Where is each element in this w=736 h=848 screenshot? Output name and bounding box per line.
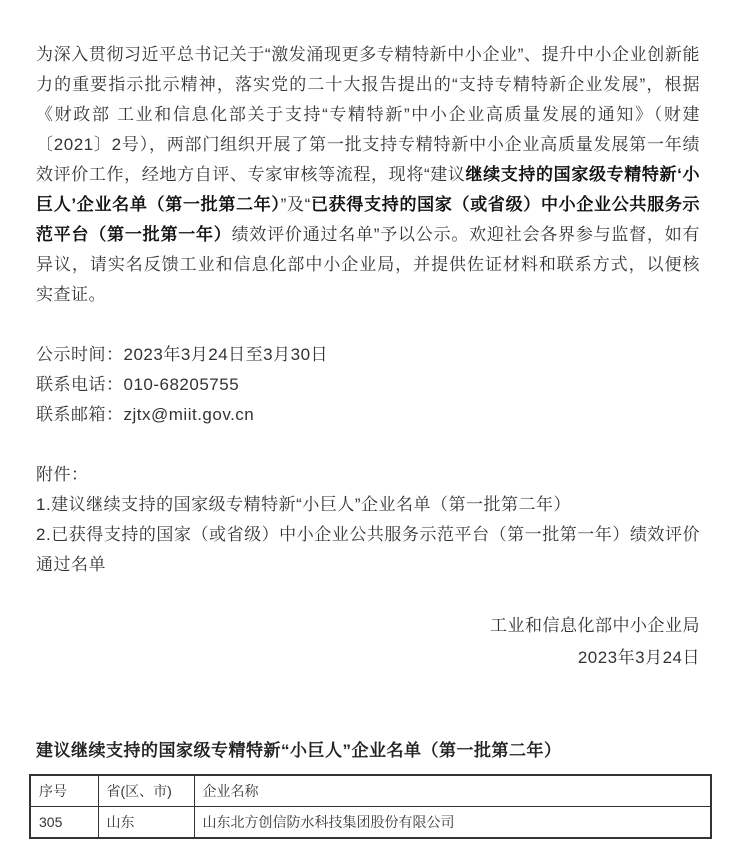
table-row <box>30 806 711 838</box>
contact-phone-label: 联系电话： <box>36 375 124 394</box>
contact-email-label: 联系邮箱： <box>36 405 124 424</box>
intro-run-3: ”及“ <box>280 195 311 214</box>
company-table <box>29 774 712 839</box>
publicity-period-value: 2023年3月24日至3月30日 <box>123 345 329 364</box>
publicity-period-label: 公示时间： <box>36 345 124 364</box>
cell-company: 山东北方创信防水科技集团股份有限公司 <box>194 806 711 838</box>
intro-bold-little-giant-list: 继续支持的国家级专精特新‘小巨人’企业名单（第一批第二年） <box>36 165 700 214</box>
intro-run-5: 绩效评价通过名单”予以公示。欢迎社会各界参与监督，如有异议，请实名反馈工业和信息化部中小企业局，并提供佐证材料和联系方式，以便核实查证。 <box>36 225 700 304</box>
signature-block <box>36 610 700 674</box>
column-header-province: 省(区、市) <box>98 775 194 806</box>
cell-index: 305 <box>30 806 98 838</box>
column-header-index: 序号 <box>30 775 98 806</box>
signature-date: 2023年3月24日 <box>577 648 700 667</box>
publicity-period-line <box>36 340 700 370</box>
table-title: 建议继续支持的国家级专精特新“小巨人”企业名单（第一批第二年） <box>36 741 562 760</box>
attachments-heading: 附件： <box>36 465 89 484</box>
contact-phone-line <box>36 370 700 400</box>
column-header-company: 企业名称 <box>194 775 711 806</box>
cell-province: 山东 <box>98 806 194 838</box>
table-header-row <box>30 775 711 806</box>
contact-email-value: zjtx@miit.gov.cn <box>123 405 255 424</box>
intro-bold-service-platform-list: 已获得支持的国家（或省级）中小企业公共服务示范平台（第一批第一年） <box>36 195 701 244</box>
attachments-block <box>36 460 700 580</box>
contact-phone-value: 010-68205755 <box>123 375 240 394</box>
intro-paragraph <box>36 40 700 310</box>
attachment-item-1: 1.建议继续支持的国家级专精特新“小巨人”企业名单（第一批第二年） <box>36 495 571 514</box>
intro-run-1: 为深入贯彻习近平总书记关于“激发涌现更多专精特新中小企业”、提升中小企业创新能力的重要指示批示精神，落实党的二十大报告提出的“支持专精特新企业发展”，根据《财政部 工业和信息化部关于支持“专精特新”中小企业高质量发展的通知》（财建〔2021〕2号），两部门组织开展了第一批支持专精特新中小企业高质量发展第一年绩效评价工作，经地方自评、专家审核等流程，现将“建议 <box>36 45 700 184</box>
contact-block <box>36 340 700 430</box>
attachment-item-2: 2.已获得支持的国家（或省级）中小企业公共服务示范平台（第一批第一年）绩效评价通过名单 <box>36 525 700 574</box>
contact-email-line <box>36 400 700 430</box>
signature-org: 工业和信息化部中小企业局 <box>490 616 700 635</box>
